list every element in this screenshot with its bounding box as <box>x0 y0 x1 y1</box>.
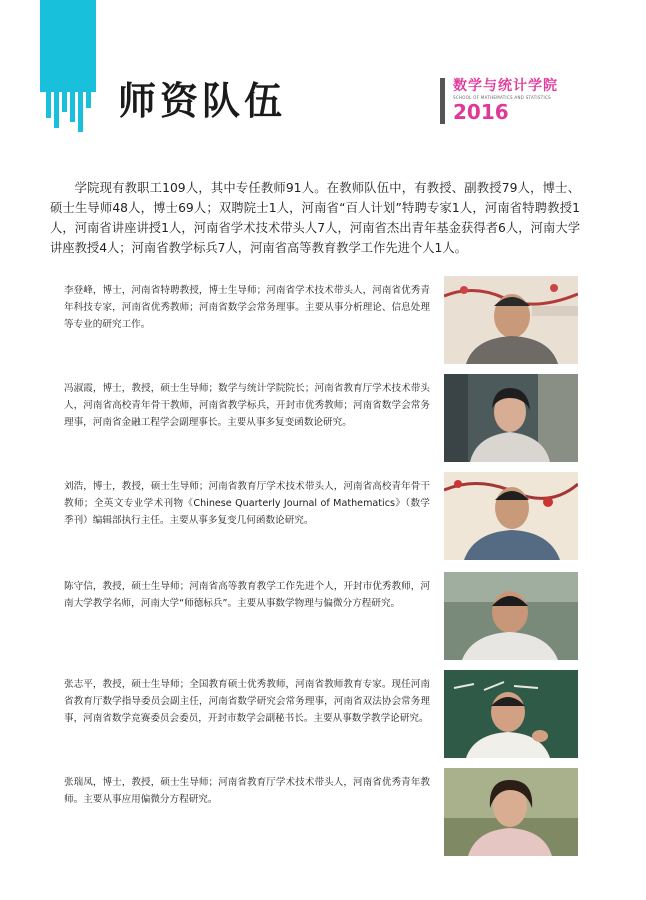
faculty-profile <box>64 670 584 760</box>
profile-photo <box>444 768 578 856</box>
profile-text: 冯淑霞，博士，教授，硕士生导师；数学与统计学院院长；河南省教育厅学术技术带头人，河南省高校青年骨干教师，河南省教学标兵，开封市优秀教师；河南省数学会常务理事，河南省金融工程学会副理事长。主要从事多复变函数论研究。 <box>64 383 430 428</box>
profile-text: 张志平，教授，硕士生导师；全国教育硕士优秀教师，河南省教师教育专家。现任河南省教育厅数学指导委员会副主任，河南省数学研究会常务理事，河南省双法协会常务理事，河南省数学竞赛委员会委员，开封市数学会副秘书长。主要从事数学教学论研究。 <box>64 679 430 724</box>
profile-text: 刘浩，博士，教授，硕士生导师；河南省教育厅学术技术带头人，河南省高校青年骨干教师；全英文专业学术刊物《Chinese Quarterly Journal of Mathematics》（数学季刊）编辑部执行主任。主要从事多复变几何函数论研究。 <box>64 481 430 526</box>
faculty-profile <box>64 374 584 464</box>
intro-paragraph: 学院现有教职工109人，其中专任教师91人。在教师队伍中，有教授、副教授79人，博士、硕士生导师48人，博士69人；双聘院士1人，河南省“百人计划”特聘专家1人，河南省特聘教授1人，河南省讲座讲授1人，河南省学术技术带头人7人，河南省杰出青年基金获得者6人，河南大学讲座教授4人；河南省教学标兵7人，河南省高等教育教学工作先进个人1人。 <box>50 181 580 255</box>
profile-photo <box>444 472 578 560</box>
faculty-profile <box>64 276 584 366</box>
profile-photo <box>444 670 578 758</box>
brand-name-cn: 数学与统计学院 <box>453 78 558 94</box>
brand-name-en: SCHOOL OF MATHEMATICS AND STATISTICS <box>453 95 551 100</box>
brand-year: 2016 <box>453 100 509 124</box>
faculty-profile <box>64 768 584 858</box>
decorative-drip <box>86 92 91 108</box>
decorative-drip <box>70 92 75 122</box>
decorative-drip <box>62 92 67 112</box>
decorative-drip <box>78 92 83 132</box>
profile-photo <box>444 374 578 462</box>
profile-photo <box>444 572 578 660</box>
school-brand <box>440 78 558 124</box>
faculty-profile <box>64 572 584 662</box>
profile-text: 陈守信，教授，硕士生导师；河南省高等教育教学工作先进个人，开封市优秀教师，河南大学教学名师，河南大学“师德标兵”。主要从事数学物理与偏微分方程研究。 <box>64 581 430 609</box>
decorative-drip <box>54 92 59 128</box>
profile-text: 李登峰，博士，河南省特聘教授，博士生导师；河南省学术技术带头人，河南省优秀青年科技专家，河南省优秀教师；河南省数学会常务理事。主要从事分析理论、信息处理等专业的研究工作。 <box>64 285 430 330</box>
decorative-drip <box>46 92 51 118</box>
page-title: 师资队伍 <box>118 79 287 123</box>
profile-text: 张瑞凤，博士，教授，硕士生导师；河南省教育厅学术技术带头人，河南省优秀青年教师。主要从事应用偏微分方程研究。 <box>64 777 430 805</box>
decorative-cyan-bar <box>40 0 96 92</box>
faculty-profile <box>64 472 584 562</box>
profile-photo <box>444 276 578 364</box>
